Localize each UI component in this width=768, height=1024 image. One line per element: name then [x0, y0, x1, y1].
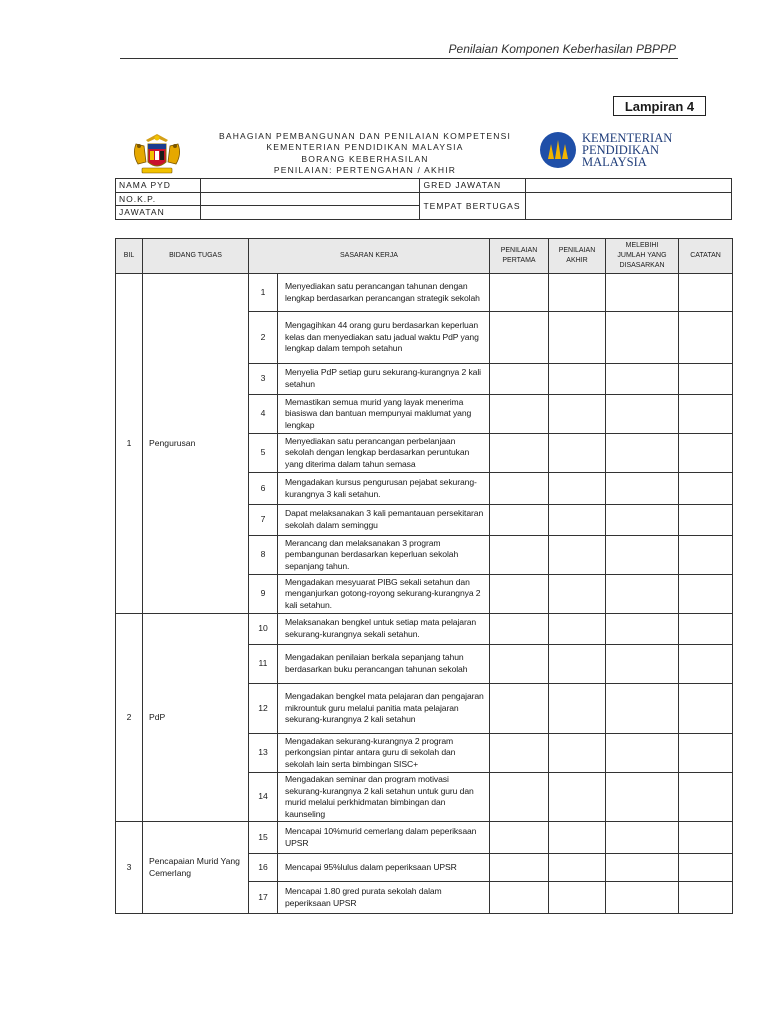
melebihi-cell[interactable] — [606, 473, 679, 505]
penilaian-pertama-cell[interactable] — [490, 312, 549, 364]
melebihi-cell[interactable] — [606, 822, 679, 854]
melebihi-cell[interactable] — [606, 614, 679, 645]
catatan-cell[interactable] — [679, 274, 733, 312]
penilaian-pertama-cell[interactable] — [490, 614, 549, 645]
gred-jawatan-label: GRED JAWATAN — [420, 179, 526, 193]
col-header-melebihi-line-2: JUMLAH YANG — [617, 252, 667, 259]
page-header-title: Penilaian Komponen Keberhasilan PBPPP — [448, 42, 676, 56]
keberhasilan-table — [115, 238, 733, 914]
catatan-cell[interactable] — [679, 434, 733, 473]
sasaran-number-cell: 8 — [249, 536, 278, 575]
melebihi-cell[interactable] — [606, 505, 679, 536]
catatan-cell[interactable] — [679, 822, 733, 854]
catatan-cell[interactable] — [679, 645, 733, 684]
penilaian-pertama-cell[interactable] — [490, 645, 549, 684]
sasaran-kerja-cell: Mengagihkan 44 orang guru berdasarkan keperluan kelas dan menyediakan satu jadual waktu PdP yang lengkap dalam tempoh setahun — [278, 312, 490, 364]
bil-cell: 2 — [116, 614, 143, 822]
melebihi-cell[interactable] — [606, 854, 679, 882]
bil-cell: 1 — [116, 274, 143, 614]
penilaian-akhir-cell[interactable] — [549, 434, 606, 473]
sasaran-kerja-cell: Menyelia PdP setiap guru sekurang-kurangnya 2 kali setahun — [278, 364, 490, 395]
catatan-cell[interactable] — [679, 614, 733, 645]
bidang-tugas-cell: PdP — [143, 614, 249, 822]
sasaran-kerja-cell: Merancang dan melaksanakan 3 program pembangunan berdasarkan keperluan sekolah sepanjang tahun. — [278, 536, 490, 575]
sasaran-number-cell: 15 — [249, 822, 278, 854]
col-header-melebihi — [606, 239, 679, 274]
sasaran-number-cell: 9 — [249, 575, 278, 614]
penilaian-pertama-cell[interactable] — [490, 822, 549, 854]
sasaran-number-cell: 14 — [249, 773, 278, 822]
catatan-cell[interactable] — [679, 312, 733, 364]
bidang-tugas-cell: Pengurusan — [143, 274, 249, 614]
catatan-cell[interactable] — [679, 773, 733, 822]
table-row — [116, 274, 733, 312]
sasaran-number-cell: 2 — [249, 312, 278, 364]
sasaran-kerja-cell: Dapat melaksanakan 3 kali pemantauan persekitaran sekolah dalam seminggu — [278, 505, 490, 536]
penilaian-akhir-cell[interactable] — [549, 473, 606, 505]
table-header-row — [116, 239, 733, 274]
col-header-catatan: CATATAN — [679, 239, 733, 274]
catatan-cell[interactable] — [679, 364, 733, 395]
table-row — [116, 614, 733, 645]
penilaian-akhir-cell[interactable] — [549, 274, 606, 312]
melebihi-cell[interactable] — [606, 312, 679, 364]
col-header-pertama — [490, 239, 549, 274]
col-header-melebihi-line-1: MELEBIHI — [625, 242, 659, 249]
catatan-cell[interactable] — [679, 734, 733, 773]
catatan-cell[interactable] — [679, 536, 733, 575]
penilaian-akhir-cell[interactable] — [549, 822, 606, 854]
sasaran-number-cell: 5 — [249, 434, 278, 473]
ministry-logo-line-3: MALAYSIA — [582, 155, 647, 169]
sasaran-kerja-cell: Mencapai 1.80 gred purata sekolah dalam peperiksaan UPSR — [278, 882, 490, 914]
col-header-akhir-line-1: PENILAIAN — [558, 247, 596, 254]
catatan-cell[interactable] — [679, 505, 733, 536]
penilaian-pertama-cell[interactable] — [490, 854, 549, 882]
col-header-bidang: BIDANG TUGAS — [143, 239, 249, 274]
melebihi-cell[interactable] — [606, 734, 679, 773]
dept-line-2: KEMENTERIAN PENDIDIKAN MALAYSIA — [266, 142, 464, 153]
penilaian-akhir-cell[interactable] — [549, 684, 606, 734]
sasaran-number-cell: 16 — [249, 854, 278, 882]
col-header-akhir — [549, 239, 606, 274]
penilaian-akhir-cell[interactable] — [549, 575, 606, 614]
ministry-logo-line-2: PENDIDIKAN — [582, 143, 660, 157]
sasaran-kerja-cell: Mencapai 10%murid cemerlang dalam peperiksaan UPSR — [278, 822, 490, 854]
penilaian-akhir-cell[interactable] — [549, 734, 606, 773]
sasaran-kerja-cell: Menyediakan satu perancangan perbelanjaan sekolah dengan lengkap berdasarkan peruntukan yang diterima dalam tahun semasa — [278, 434, 490, 473]
penilaian-pertama-cell[interactable] — [490, 773, 549, 822]
sasaran-kerja-cell: Mengadakan bengkel mata pelajaran dan pengajaran mikrountuk guru melalui panitia mata pelajaran sekurang-kurangnya 2 kali setahun — [278, 684, 490, 734]
dept-line-4: PENILAIAN: PERTENGAHAN / AKHIR — [273, 164, 457, 175]
col-header-melebihi-line-3: DISASARKAN — [619, 262, 665, 269]
melebihi-cell[interactable] — [606, 434, 679, 473]
melebihi-cell[interactable] — [606, 882, 679, 914]
sasaran-number-cell: 3 — [249, 364, 278, 395]
sasaran-number-cell: 6 — [249, 473, 278, 505]
penilaian-akhir-cell[interactable] — [549, 614, 606, 645]
ministry-logo-line-1: KEMENTERIAN — [582, 131, 673, 145]
dept-line-3: BORANG KEBERHASILAN — [301, 153, 429, 164]
penilaian-pertama-cell[interactable] — [490, 575, 549, 614]
melebihi-cell[interactable] — [606, 773, 679, 822]
penilaian-pertama-cell[interactable] — [490, 882, 549, 914]
nama-pyd-field[interactable] — [200, 179, 420, 193]
sasaran-number-cell: 17 — [249, 882, 278, 914]
penilaian-akhir-cell[interactable] — [549, 854, 606, 882]
sasaran-number-cell: 7 — [249, 505, 278, 536]
sasaran-number-cell: 12 — [249, 684, 278, 734]
table-row — [116, 822, 733, 854]
sasaran-kerja-cell: Mengadakan kursus pengurusan pejabat sekurang-kurangnya 3 kali setahun. — [278, 473, 490, 505]
pyd-info-table — [115, 178, 732, 220]
bil-cell: 3 — [116, 822, 143, 914]
ministry-emblem-icon — [538, 131, 578, 169]
penilaian-pertama-cell[interactable] — [490, 536, 549, 575]
penilaian-pertama-cell[interactable] — [490, 684, 549, 734]
penilaian-akhir-cell[interactable] — [549, 312, 606, 364]
melebihi-cell[interactable] — [606, 364, 679, 395]
penilaian-pertama-cell[interactable] — [490, 734, 549, 773]
penilaian-pertama-cell[interactable] — [490, 434, 549, 473]
sasaran-kerja-cell: Menyediakan satu perancangan tahunan dengan lengkap berdasarkan perancangan strategik sekolah — [278, 274, 490, 312]
catatan-cell[interactable] — [679, 882, 733, 914]
penilaian-akhir-cell[interactable] — [549, 395, 606, 434]
penilaian-akhir-cell[interactable] — [549, 773, 606, 822]
no-kp-field[interactable] — [200, 192, 420, 206]
melebihi-cell[interactable] — [606, 684, 679, 734]
tempat-bertugas-field[interactable] — [526, 192, 732, 219]
col-header-akhir-line-2: AKHIR — [566, 257, 588, 264]
penilaian-pertama-cell[interactable] — [490, 395, 549, 434]
catatan-cell[interactable] — [679, 575, 733, 614]
catatan-cell[interactable] — [679, 395, 733, 434]
penilaian-pertama-cell[interactable] — [490, 364, 549, 395]
sasaran-number-cell: 11 — [249, 645, 278, 684]
sasaran-kerja-cell: Mengadakan mesyuarat PIBG sekali setahun dan menganjurkan gotong-royong sekurang-kurangnya 2 kali setahun. — [278, 575, 490, 614]
penilaian-akhir-cell[interactable] — [549, 364, 606, 395]
melebihi-cell[interactable] — [606, 274, 679, 312]
sasaran-kerja-cell: Mengadakan seminar dan program motivasi sekurang-kurangnya 2 kali setahun untuk guru dan murid melalui perkhidmatan bimbingan dan kaunseling — [278, 773, 490, 822]
dept-line-1: BAHAGIAN PEMBANGUNAN DAN PENILAIAN KOMPETENSI — [218, 131, 512, 141]
ministry-logo-text — [582, 132, 672, 168]
penilaian-pertama-cell[interactable] — [490, 274, 549, 312]
penilaian-akhir-cell[interactable] — [549, 536, 606, 575]
col-header-pertama-line-1: PENILAIAN — [500, 247, 538, 254]
sasaran-number-cell: 4 — [249, 395, 278, 434]
penilaian-akhir-cell[interactable] — [549, 882, 606, 914]
jawatan-field[interactable] — [200, 206, 420, 220]
col-header-bil: BIL — [116, 239, 143, 274]
melebihi-cell[interactable] — [606, 575, 679, 614]
col-header-sasaran: SASARAN KERJA — [249, 239, 490, 274]
melebihi-cell[interactable] — [606, 645, 679, 684]
sasaran-kerja-cell: Melaksanakan bengkel untuk setiap mata pelajaran sekurang-kurangnya sekali setahun. — [278, 614, 490, 645]
header-rule — [120, 58, 678, 59]
catatan-cell[interactable] — [679, 854, 733, 882]
sasaran-kerja-cell: Mengadakan penilaian berkala sepanjang tahun berdasarkan buku perancangan tahunan sekolah — [278, 645, 490, 684]
penilaian-pertama-cell[interactable] — [490, 505, 549, 536]
penilaian-pertama-cell[interactable] — [490, 473, 549, 505]
bidang-tugas-cell: Pencapaian Murid Yang Cemerlang — [143, 822, 249, 914]
penilaian-akhir-cell[interactable] — [549, 645, 606, 684]
sasaran-number-cell: 1 — [249, 274, 278, 312]
lampiran-label: Lampiran 4 — [613, 96, 706, 116]
catatan-cell[interactable] — [679, 473, 733, 505]
melebihi-cell[interactable] — [606, 395, 679, 434]
ministry-logo — [538, 130, 688, 170]
melebihi-cell[interactable] — [606, 536, 679, 575]
sasaran-kerja-cell: Mengadakan sekurang-kurangnya 2 program perkongsian pintar antara guru di sekolah dan sekolah lain serta bimbingan SISC+ — [278, 734, 490, 773]
table-body — [116, 274, 733, 914]
penilaian-akhir-cell[interactable] — [549, 505, 606, 536]
nama-pyd-label: NAMA PYD — [116, 179, 201, 193]
sasaran-number-cell: 13 — [249, 734, 278, 773]
jawatan-label: JAWATAN — [116, 206, 201, 220]
department-heading — [210, 131, 520, 176]
no-kp-label: NO.K.P. — [116, 192, 201, 206]
coat-of-arms-icon — [128, 132, 186, 176]
sasaran-kerja-cell: Memastikan semua murid yang layak menerima biasiswa dan bantuan mempunyai maklumat yang lengkap — [278, 395, 490, 434]
sasaran-number-cell: 10 — [249, 614, 278, 645]
tempat-bertugas-label: TEMPAT BERTUGAS — [420, 192, 526, 219]
gred-jawatan-field[interactable] — [526, 179, 732, 193]
sasaran-kerja-cell: Mencapai 95%lulus dalam peperiksaan UPSR — [278, 854, 490, 882]
catatan-cell[interactable] — [679, 684, 733, 734]
col-header-pertama-line-2: PERTAMA — [502, 257, 536, 264]
